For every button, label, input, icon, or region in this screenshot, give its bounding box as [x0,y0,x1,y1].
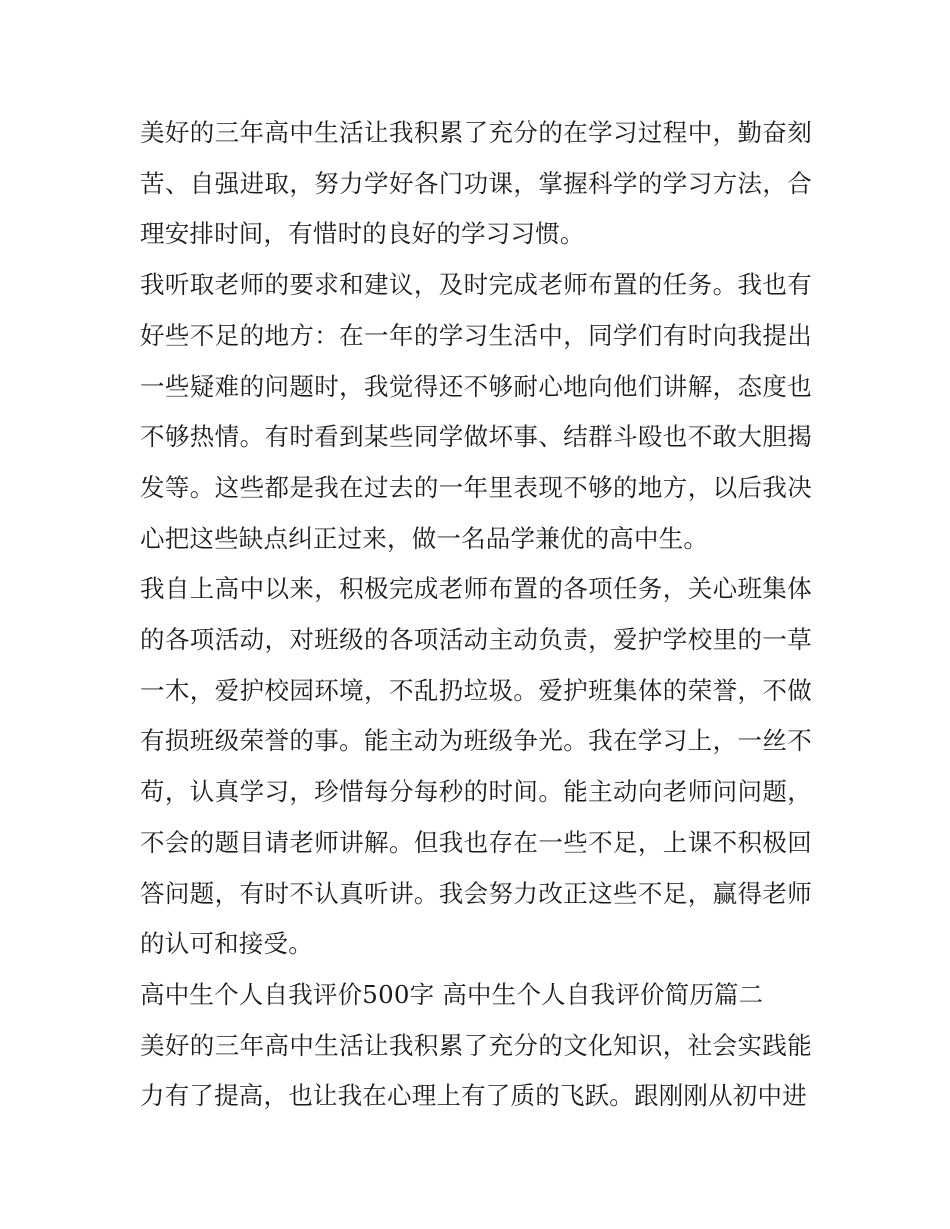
paragraph-shortcomings: 我听取老师的要求和建议，及时完成老师布置的任务。我也有好些不足的地方：在一年的学习生活中，同学们有时向我提出一些疑难的问题时，我觉得还不够耐心地向他们讲解，态度也不够热情。有时看到某些同学做坏事、结群斗殴也不敢大胆揭发等。这些都是我在过去的一年里表现不够的地方，以后我决心把这些缺点纠正过来，做一名品学兼优的高中生。 [140,270,812,553]
paragraph-class-activities: 我自上高中以来，积极完成老师布置的各项任务，关心班集体的各项活动，对班级的各项活动主动负责，爱护学校里的一草一木，爱护校园环境，不乱扔垃圾。爱护班集体的荣誉，不做有损班级荣誉的事。能主动为班级争光。我在学习上，一丝不苟，认真学习，珍惜每分每秒的时间。能主动向老师问问题，不会的题目请老师讲解。但我也存在一些不足，上课不积极回答问题，有时不认真听讲。我会努力改正这些不足，赢得老师的认可和接受。 [140,574,812,959]
document-body [140,108,812,1122]
section-heading: 高中生个人自我评价500字 高中生个人自我评价简历篇二 [140,979,764,1009]
paragraph-study-habits: 美好的三年高中生活让我积累了充分的在学习过程中，勤奋刻苦、自强进取，努力学好各门功课，掌握科学的学习方法，合理安排时间，有惜时的良好的学习习惯。 [140,118,812,249]
paragraph-essay-two: 美好的三年高中生活让我积累了充分的文化知识，社会实践能力有了提高，也让我在心理上有了质的飞跃。跟刚刚从初中进 [140,1030,812,1111]
